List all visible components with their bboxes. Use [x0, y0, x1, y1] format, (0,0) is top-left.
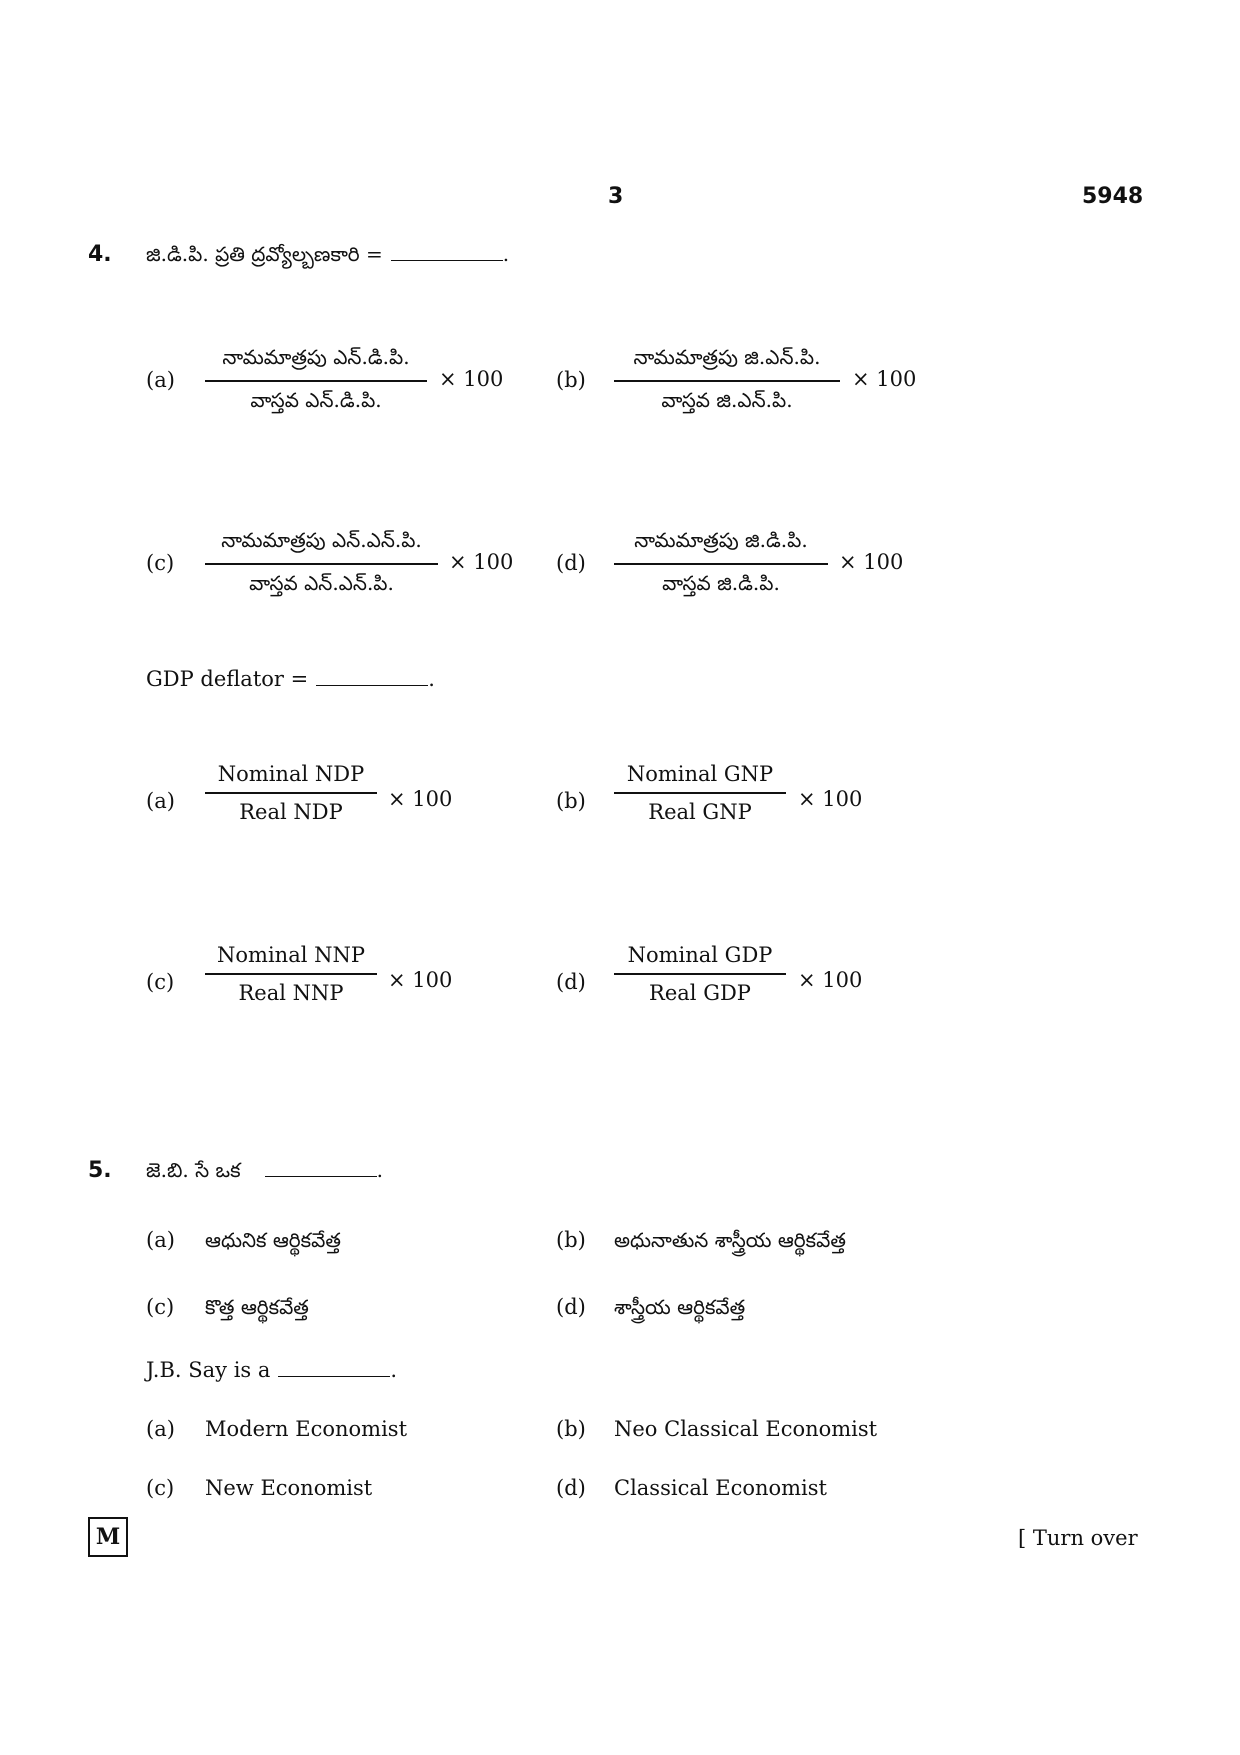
- q4-telugu-stem: జి.డి.పి. ప్రతి ద్రవ్యోల్బణకారి = .: [146, 242, 510, 266]
- q5-english-option-b-label: (b): [556, 1417, 586, 1441]
- q5-telugu-option-d: శాస్త్రీయ ఆర్థికవేత్త: [614, 1295, 746, 1319]
- q5-telugu-option-b: అధునాతున శాస్త్రీయ ఆర్థికవేత్త: [614, 1228, 846, 1252]
- fraction: Nominal NNP Real NNP: [205, 943, 377, 1005]
- q5-telugu-option-c-label: (c): [146, 1295, 175, 1319]
- q5-english-option-c-label: (c): [146, 1476, 175, 1500]
- question-number-4: 4.: [88, 242, 112, 267]
- q5-english-option-d-label: (d): [556, 1476, 586, 1500]
- q5-telugu-stem: జె.బి. సే ఒక .: [146, 1158, 383, 1182]
- fraction: నామమాత్రపు ఎన్.ఎన్.పి. వాస్తవ ఎన్.ఎన్.పి.: [205, 528, 438, 600]
- fraction: Nominal GDP Real GDP: [614, 943, 786, 1005]
- medium-mark-box: M: [88, 1517, 128, 1557]
- q4-english-stem: GDP deflator = .: [146, 667, 435, 691]
- paper-code: 5948: [1082, 184, 1144, 209]
- q5-telugu-option-d-label: (d): [556, 1295, 586, 1319]
- q5-english-option-a-label: (a): [146, 1417, 175, 1441]
- q5-telugu-option-a: ఆధునిక ఆర్థికవేత్త: [205, 1228, 341, 1252]
- q5-english-option-c: New Economist: [205, 1476, 373, 1500]
- q5-english-option-b: Neo Classical Economist: [614, 1417, 878, 1441]
- fraction: నామమాత్రపు ఎన్.డి.పి. వాస్తవ ఎన్.డి.పి.: [205, 345, 427, 417]
- fraction: నామమాత్రపు జి.ఎన్.పి. వాస్తవ జి.ఎన్.పి.: [614, 345, 840, 417]
- turn-over-note: [ Turn over: [1018, 1526, 1138, 1550]
- q5-telugu-option-a-label: (a): [146, 1228, 175, 1252]
- question-number-5: 5.: [88, 1158, 112, 1183]
- q5-english-option-a: Modern Economist: [205, 1417, 408, 1441]
- fraction: Nominal NDP Real NDP: [205, 762, 377, 824]
- page-number: 3: [608, 184, 624, 209]
- fraction: Nominal GNP Real GNP: [614, 762, 786, 824]
- fraction: నామమాత్రపు జి.డి.పి. వాస్తవ జి.డి.పి.: [614, 528, 828, 600]
- q5-telugu-option-c: కొత్త ఆర్థికవేత్త: [205, 1295, 309, 1319]
- q5-english-option-d: Classical Economist: [614, 1476, 827, 1500]
- q5-telugu-option-b-label: (b): [556, 1228, 586, 1252]
- q5-english-stem: J.B. Say is a .: [146, 1358, 398, 1382]
